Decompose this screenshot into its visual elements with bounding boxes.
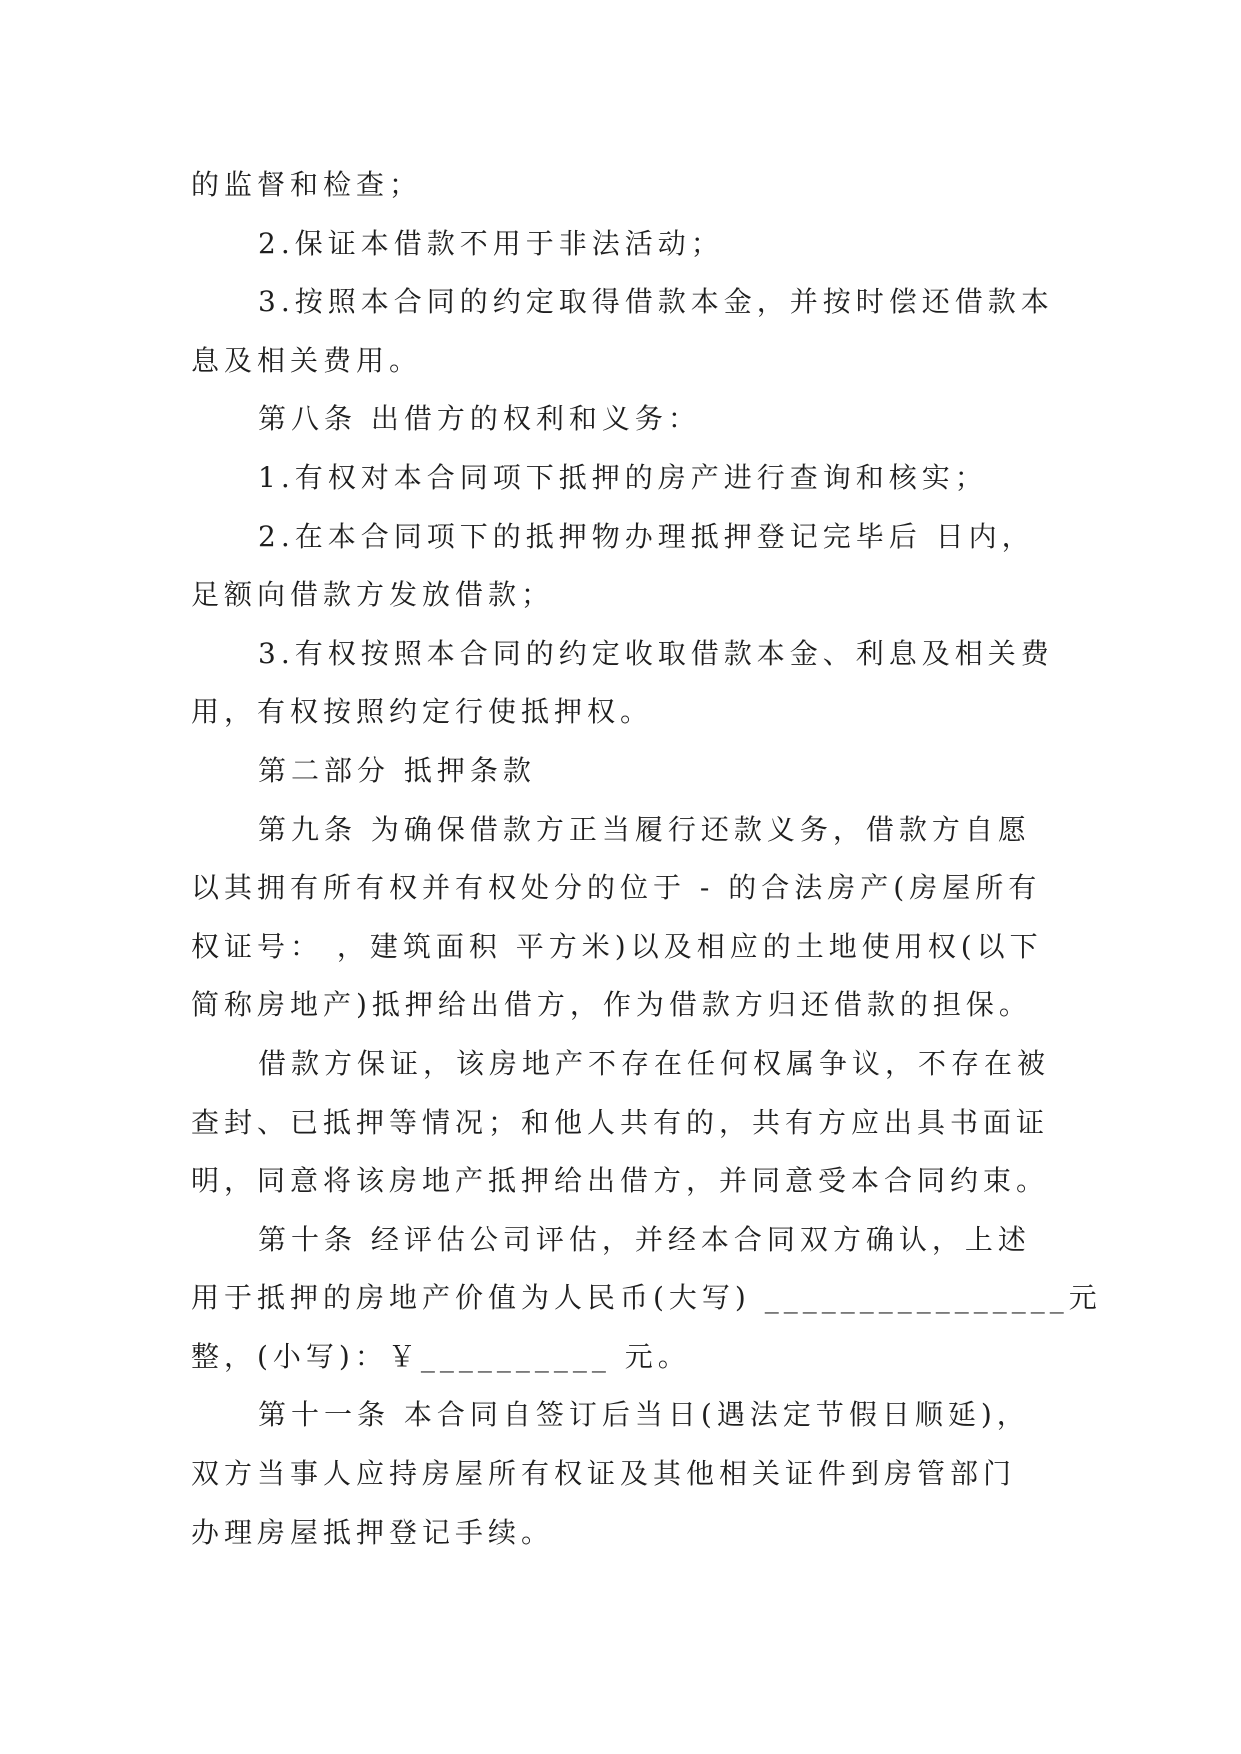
text-line: 办理房屋抵押登记手续。 [191,1515,555,1549]
text-line: 3.按照本合同的约定取得借款本金，并按时偿还借款本 [258,285,1054,319]
paragraph [191,508,1191,625]
document-body [191,156,1191,1562]
text-line: 双方当事人应持房屋所有权证及其他相关证件到房管部门 [191,1457,1017,1491]
paragraph [191,449,1191,508]
text-line: 用，有权按照约定行使抵押权。 [191,695,654,729]
text-line: 足额向借款方发放借款； [191,578,555,612]
paragraph [191,156,1191,215]
article-heading: 第八条 出借方的权利和义务： [258,402,701,436]
text-line: 第九条 为确保借款方正当履行还款义务，借款方自愿 [258,812,1031,846]
text-line: 借款方保证，该房地产不存在任何权属争议，不存在被 [258,1046,1051,1080]
text-line: 1.有权对本合同项下抵押的房产进行查询和核实； [258,460,988,494]
paragraph [191,801,1191,1035]
paragraph [191,390,1191,449]
paragraph [191,273,1191,390]
paragraph [191,215,1191,274]
text-line: 简称房地产)抵押给出借方，作为借款方归还借款的担保。 [191,988,1032,1022]
paragraph [191,742,1191,801]
text-line: 查封、已抵押等情况；和他人共有的，共有方应出具书面证 [191,1105,1050,1139]
text-line: 3.有权按照本合同的约定收取借款本金、利息及相关费 [258,636,1054,670]
paragraph [191,1211,1191,1387]
text-line: 2.保证本借款不用于非法活动； [258,226,724,260]
text-line: 第十条 经评估公司评估，并经本合同双方确认，上述 [258,1222,1031,1256]
paragraph [191,625,1191,742]
text-line: 明，同意将该房地产抵押给出借方，并同意受本合同约束。 [191,1164,1050,1198]
text-line: 第十一条 本合同自签订后当日(遇法定节假日顺延)， [258,1398,1030,1432]
text-line: 整，(小写)：￥__________ 元。 [191,1339,691,1373]
text-line: 息及相关费用。 [191,343,423,377]
text-line: 权证号： ，建筑面积 平方米)以及相应的土地使用权(以下 [191,929,1043,963]
section-heading: 第二部分 抵押条款 [258,753,536,787]
text-line: 的监督和检查； [191,168,423,201]
text-line: 用于抵押的房地产价值为人民币(大写) ________________元 [191,1281,1102,1315]
paragraph [191,1035,1191,1211]
paragraph [191,1386,1191,1562]
text-line: 以其拥有所有权并有权处分的位于 - 的合法房产(房屋所有 [191,871,1042,905]
text-line: 2.在本合同项下的抵押物办理抵押登记完毕后 日内， [258,519,1035,553]
